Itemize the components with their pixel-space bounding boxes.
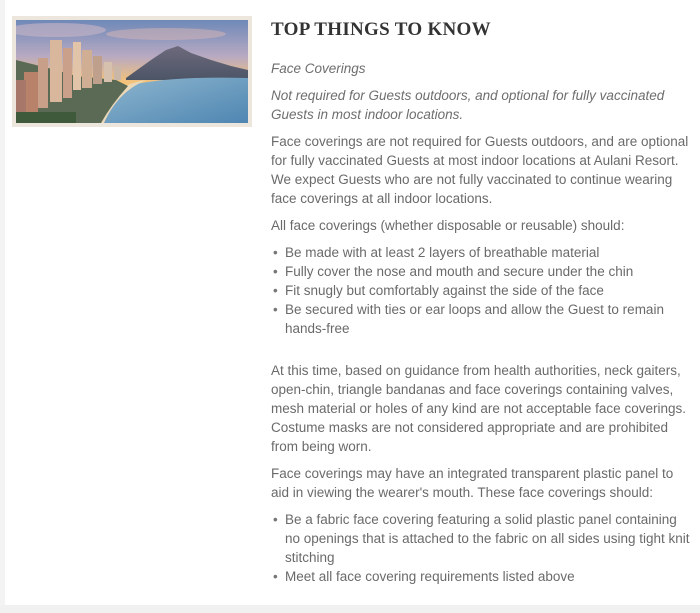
hero-image	[16, 20, 248, 123]
requirements-intro: All face coverings (whether disposable or reusable) should:	[271, 218, 625, 233]
list-item: • Meet all face covering requirements listed above	[271, 567, 691, 586]
page-edge	[0, 0, 5, 613]
panel-requirements-list	[271, 510, 691, 586]
plastic-panel-paragraph: Face coverings may have an integrated transparent plastic panel to aid in viewing the wearer's mouth. These face coverings should:	[271, 466, 674, 500]
section-title: TOP THINGS TO KNOW	[271, 19, 491, 40]
top-things-section	[271, 18, 691, 586]
list-item: • Be secured with ties or ear loops and allow the Guest to remain hands-free	[271, 300, 691, 338]
list-item: • Fully cover the nose and mouth and secure under the chin	[271, 262, 691, 281]
hero-image-frame	[12, 16, 252, 127]
bottom-bar	[0, 605, 700, 613]
topic-summary: Not required for Guests outdoors, and optional for fully vaccinated Guests in most indoor locations.	[271, 88, 665, 122]
requirements-list	[271, 243, 691, 338]
unacceptable-coverings-paragraph: At this time, based on guidance from health authorities, neck gaiters, open-chin, triangle bandanas and face coverings containing valves, mesh material or holes of any kind are not acceptable face coverings.	[271, 363, 686, 416]
list-item: • Fit snugly but comfortably against the side of the face	[271, 281, 691, 300]
costume-masks-paragraph: Costume masks are not considered appropriate and are prohibited from being worn.	[271, 420, 668, 454]
list-item: • Be made with at least 2 layers of breathable material	[271, 243, 691, 262]
topic-title: Face Coverings	[271, 61, 366, 76]
spacer	[271, 338, 691, 361]
policy-paragraph: Face coverings are not required for Guests outdoors, and are optional for fully vaccinated Guests at most indoor locations at Aulani Resort. We expect Guests who are not fully vaccinated to continue wearing face coverings at all indoor locations.	[271, 134, 689, 206]
list-item: • Be a fabric face covering featuring a solid plastic panel containing no openings that is attached to the fabric on all sides using tight knit stitching	[271, 510, 691, 567]
